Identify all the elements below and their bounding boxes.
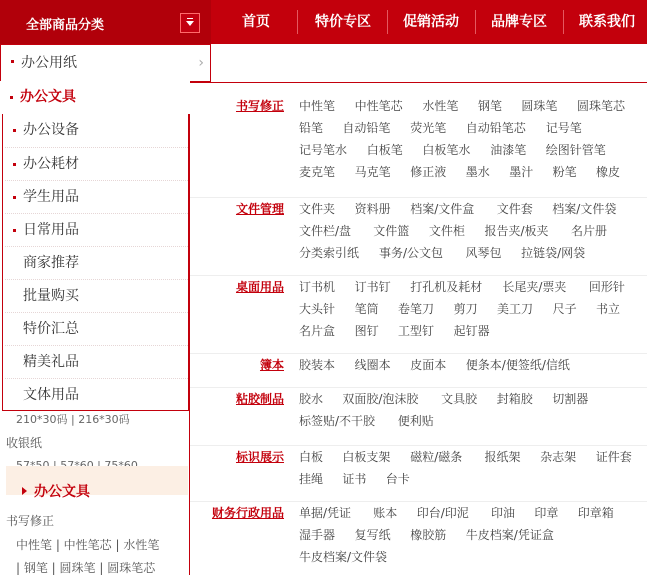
subcategory-link[interactable]: 挂绳 (299, 472, 324, 486)
subcategory-link[interactable]: 圆珠笔 (521, 99, 558, 113)
subcategory-link[interactable]: 资料册 (354, 202, 391, 216)
subcategory-link[interactable]: 胶装本 (299, 358, 336, 372)
nav-divider (387, 10, 388, 34)
subcategory-link[interactable]: 印台/印泥 (416, 506, 469, 520)
subcategory-link[interactable]: 胶水 (299, 392, 324, 406)
subcategory-link[interactable]: 证书 (342, 472, 367, 486)
subcategory-group (190, 446, 647, 502)
subcategory-link[interactable]: 磁粒/磁条 (410, 450, 463, 464)
sidebar-item-label: 特价汇总 (23, 321, 79, 337)
subcategory-link[interactable]: 回形针 (588, 280, 625, 294)
nav-divider (297, 10, 298, 34)
subcategory-link[interactable]: 记号笔水 (299, 143, 348, 157)
nav-divider (563, 10, 564, 34)
receipt-paper-label[interactable]: 收银纸 (6, 436, 43, 450)
subcategory-link[interactable]: 记号笔 (545, 121, 582, 135)
subcategory-links[interactable]: | 钢笔 | 圆珠笔 | 圆珠笔芯 (16, 561, 156, 575)
subcategory-link[interactable]: 水性笔 (422, 99, 459, 113)
subcategory-link[interactable]: 马克笔 (354, 165, 391, 179)
subcategory-link[interactable]: 麦克笔 (299, 165, 336, 179)
subcategory-label[interactable]: 书写修正 (6, 514, 55, 528)
subcategory-link[interactable]: 报告夹/板夹 (484, 224, 549, 238)
subcategory-link[interactable]: 名片册 (571, 224, 608, 238)
subcategory-link[interactable]: 图钉 (354, 324, 379, 338)
subcategory-link[interactable]: 档案/文件袋 (552, 202, 617, 216)
subcategory-link[interactable]: 事务/公文包 (379, 246, 444, 260)
subcategory-link[interactable]: 订书钉 (354, 280, 391, 294)
subcategory-flyout (189, 82, 647, 575)
subcategory-group-title[interactable]: 书写修正 (235, 99, 284, 113)
subcategory-link[interactable]: 牛皮档案/文件袋 (299, 550, 388, 564)
subcategory-link[interactable]: 文件篮 (373, 224, 410, 238)
sidebar-item-label: 日常用品 (23, 222, 79, 238)
subcategory-link[interactable]: 书立 (596, 302, 621, 316)
subcategory-link[interactable]: 自动铅笔 (342, 121, 391, 135)
subcategory-link[interactable]: 橡皮 (596, 165, 621, 179)
subcategory-link[interactable]: 绘图针管笔 (545, 143, 606, 157)
subcategory-group (190, 198, 647, 276)
subcategory-link[interactable]: 打孔机及耗材 (410, 280, 483, 294)
subcategory-link[interactable]: 双面胶/泡沫胶 (342, 392, 419, 406)
subcategory-link[interactable]: 便利贴 (397, 414, 434, 428)
subcategory-group (190, 276, 647, 354)
sidebar-item-special-deals[interactable] (5, 312, 190, 345)
subcategory-link[interactable]: 中性笔 (299, 99, 336, 113)
subcategory-link[interactable]: 单据/凭证 (299, 506, 352, 520)
subcategory-link[interactable]: 油漆笔 (490, 143, 527, 157)
nav-specials[interactable]: 特价专区 (315, 14, 371, 30)
subcategory-link[interactable]: 切割器 (552, 392, 589, 406)
subcategory-link[interactable]: 文件夹 (299, 202, 336, 216)
subcategory-link[interactable]: 橡胶筋 (410, 528, 447, 542)
subcategory-group (190, 502, 647, 575)
subcategory-link[interactable]: 报纸架 (484, 450, 521, 464)
nav-contact[interactable]: 联系我们 (579, 14, 635, 30)
subcategory-group (190, 354, 647, 388)
subcategory-link[interactable]: 账本 (373, 506, 398, 520)
sidebar-item-recommended[interactable] (5, 246, 190, 279)
subcategory-link[interactable]: 白板笔 (366, 143, 403, 157)
subcategory-link[interactable]: 尺子 (552, 302, 577, 316)
subcategory-link[interactable]: 卷笔刀 (398, 302, 435, 316)
sidebar-item-label: 办公耗材 (23, 156, 79, 172)
chevron-right-icon: › (198, 55, 204, 71)
subcategory-link[interactable]: 大头针 (299, 302, 336, 316)
subcategory-link[interactable]: 笔筒 (354, 302, 379, 316)
nav-divider (475, 10, 476, 34)
sidebar-item-sports-culture[interactable] (5, 378, 190, 411)
subcategory-link[interactable]: 圆珠笔芯 (577, 99, 626, 113)
subcategory-link[interactable]: 订书机 (299, 280, 336, 294)
subcategory-link[interactable]: 文件栏/盘 (299, 224, 352, 238)
subcategory-link[interactable]: 分类索引纸 (299, 246, 360, 260)
all-categories-label: 全部商品分类 (26, 18, 105, 33)
subcategory-link[interactable]: 皮面本 (410, 358, 447, 372)
sidebar-list (2, 114, 189, 411)
subcategory-link[interactable]: 复写纸 (354, 528, 391, 542)
subcategory-link[interactable]: 名片盒 (299, 324, 336, 338)
section-header-label[interactable]: 办公文具 (34, 484, 90, 500)
sidebar-item-gifts[interactable] (5, 345, 190, 378)
all-categories-tab[interactable] (0, 0, 211, 44)
subcategory-link[interactable]: 印油 (491, 506, 516, 520)
top-nav (0, 0, 647, 44)
subcategory-link[interactable]: 印章箱 (577, 506, 614, 520)
subcategory-group-title[interactable]: 粘胶制品 (235, 392, 284, 406)
chevron-down-icon[interactable] (180, 13, 200, 33)
nav-home[interactable]: 首页 (242, 14, 270, 30)
sidebar-item-student-supplies[interactable] (5, 180, 190, 213)
subcategory-link[interactable]: 证件套 (595, 450, 632, 464)
subcategory-group (190, 95, 647, 198)
subcategory-link[interactable]: 墨水 (465, 165, 490, 179)
size-options: 210*30码 | 216*30码 (16, 413, 130, 426)
subcategory-link[interactable]: 长尾夹/票夹 (502, 280, 567, 294)
sidebar-item-label: 商家推荐 (23, 255, 79, 271)
subcategory-link[interactable]: 中性笔芯 (354, 99, 403, 113)
nav-promotions[interactable]: 促销活动 (403, 14, 459, 30)
subcategory-link[interactable]: 封箱胶 (496, 392, 533, 406)
subcategory-link[interactable]: 钢笔 (478, 99, 503, 113)
sidebar-item-office-paper[interactable] (0, 44, 211, 82)
subcategory-link[interactable]: 工型钉 (398, 324, 435, 338)
sidebar-item-label: 文体用品 (23, 387, 79, 403)
bullet-icon (11, 60, 14, 63)
sidebar-item-bulk-purchase[interactable] (5, 279, 190, 312)
subcategory-link[interactable]: 风琴包 (465, 246, 502, 260)
sidebar-item-label: 学生用品 (23, 189, 79, 205)
sidebar-item-office-consumables[interactable] (5, 147, 190, 180)
subcategory-link[interactable]: 印章 (534, 506, 559, 520)
subcategory-link[interactable]: 铅笔 (299, 121, 324, 135)
subcategory-link[interactable]: 白板笔水 (422, 143, 471, 157)
sidebar-item-label: 批量购买 (23, 288, 79, 304)
subcategory-link[interactable]: 台卡 (385, 472, 410, 486)
subcategory-link[interactable]: 自动铅笔芯 (465, 121, 526, 135)
subcategory-group-title[interactable]: 文件管理 (235, 202, 284, 216)
sidebar-item-label: 精美礼品 (23, 354, 79, 370)
subcategory-link[interactable]: 文件柜 (428, 224, 465, 238)
subcategory-group-title[interactable]: 标识展示 (235, 450, 284, 464)
subcategory-link[interactable]: 档案/文件盒 (410, 202, 475, 216)
sidebar-item-label: 办公用纸 (21, 55, 77, 71)
subcategory-group-title[interactable]: 桌面用品 (235, 280, 284, 294)
subcategory-group-title[interactable]: 簿本 (259, 358, 284, 372)
subcategory-link[interactable]: 剪刀 (453, 302, 478, 316)
subcategory-group-title[interactable]: 财务行政用品 (211, 506, 284, 520)
sidebar-item-label: 办公设备 (23, 122, 79, 138)
subcategory-link[interactable]: 墨汁 (509, 165, 534, 179)
subcategory-link[interactable]: 杂志架 (540, 450, 577, 464)
bullet-icon (10, 96, 13, 99)
subcategory-group (190, 388, 647, 446)
subcategory-link[interactable]: 美工刀 (497, 302, 534, 316)
subcategory-link[interactable]: 线圈本 (354, 358, 391, 372)
sidebar-item-daily-goods[interactable] (5, 213, 190, 246)
nav-brands[interactable]: 品牌专区 (491, 14, 547, 30)
sidebar-item-office-stationery[interactable] (0, 81, 190, 114)
subcategory-link[interactable]: 白板支架 (342, 450, 391, 464)
sidebar-item-office-equipment[interactable] (5, 114, 190, 147)
subcategory-link[interactable]: 荧光笔 (410, 121, 447, 135)
subcategory-link[interactable]: 文具胶 (441, 392, 478, 406)
subcategory-link[interactable]: 牛皮档案/凭证盒 (465, 528, 554, 542)
triangle-right-icon (22, 487, 27, 495)
subcategory-link[interactable]: 文件套 (496, 202, 533, 216)
subcategory-link[interactable]: 拉链袋/网袋 (521, 246, 586, 260)
subcategory-link[interactable]: 粉笔 (552, 165, 577, 179)
subcategory-link[interactable]: 起钉器 (453, 324, 490, 338)
subcategory-link[interactable]: 标签贴/不干胶 (299, 414, 376, 428)
subcategory-links[interactable]: 中性笔 | 中性笔芯 | 水性笔 (16, 538, 160, 552)
subcategory-link[interactable]: 修正液 (410, 165, 447, 179)
subcategory-link[interactable]: 便条本/便签纸/信纸 (465, 358, 570, 372)
subcategory-link[interactable]: 白板 (299, 450, 324, 464)
subcategory-link[interactable]: 湿手器 (299, 528, 336, 542)
sidebar-item-label: 办公文具 (20, 89, 76, 105)
